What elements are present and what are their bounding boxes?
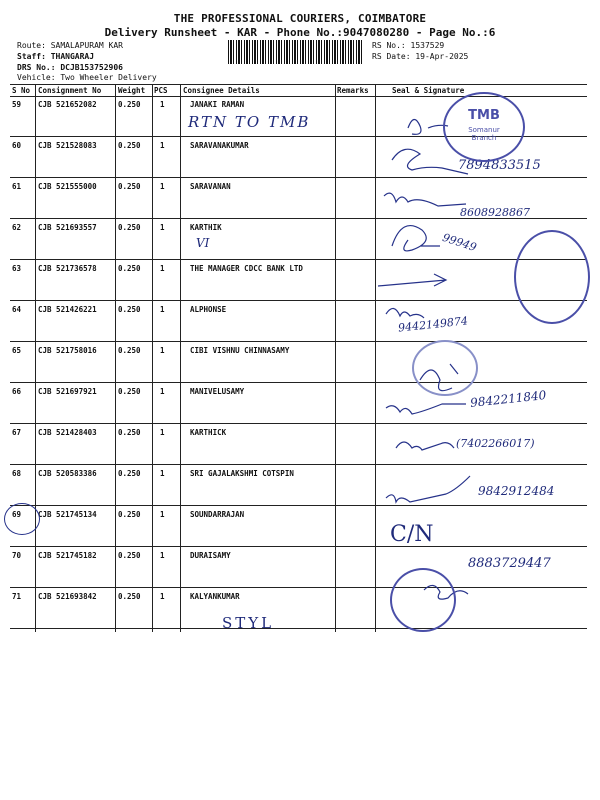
handwritten-note-row-62: VI [196,236,210,250]
row-consignment-no: CJB 521652082 [38,100,97,109]
row-consignee: JANAKI RAMAN [190,100,245,109]
row-sno: 59 [12,100,22,109]
signature-row-64 [386,308,424,318]
row-weight: 0.250 [118,592,141,601]
row-sno: 64 [12,305,22,314]
handwritten-phone-row-67: (7402266017) [456,437,535,450]
row-consignment-no: CJB 521428403 [38,428,97,437]
handwritten-phone-row-62: 99949 [440,230,479,255]
row-consignment-no: CJB 521693557 [38,223,97,232]
row-sno: 63 [12,264,22,273]
row-weight: 0.250 [118,428,141,437]
somanur-post-stamp [412,340,478,396]
row-consignment-no: CJB 521758016 [38,346,97,355]
col-header-remarks: Remarks [337,86,369,95]
row-pcs: 1 [160,223,165,232]
row-weight: 0.250 [118,223,141,232]
row-pcs: 1 [160,387,165,396]
row-weight: 0.250 [118,182,141,191]
row-sno: 62 [12,223,22,232]
row-sno: 61 [12,182,22,191]
row-consignee: KARTHICK [190,428,227,437]
row-consignee: CIBI VISHNU CHINNASAMY [190,346,290,355]
col-header-consignment: Consignment No [38,86,102,95]
signature-row-59 [408,119,448,134]
col-header-sno: S No [12,86,31,95]
row-consignee: ALPHONSE [190,305,227,314]
handwritten-note-row-59: RTN TO TMB [188,113,311,131]
row-consignee: THE MANAGER CDCC BANK LTD [190,264,303,273]
row-pcs: 1 [160,346,165,355]
row-pcs: 1 [160,182,165,191]
row-weight: 0.250 [118,346,141,355]
row-sno: 71 [12,592,22,601]
row-pcs: 1 [160,100,165,109]
row-weight: 0.250 [118,100,141,109]
handwritten-phone-row-68: 9842912484 [478,484,555,498]
row-consignee: MANIVELUSAMY [190,387,245,396]
row-pcs: 1 [160,428,165,437]
row-sno: 65 [12,346,22,355]
row-consignee: SARAVANAKUMAR [190,141,249,150]
row-sno: 66 [12,387,22,396]
row-pcs: 1 [160,305,165,314]
handwritten-phone-row-61: 8608928867 [460,206,530,219]
handwritten-mark-row-69: C/N [390,522,434,547]
cdcc-bank-stamp [514,230,590,324]
staff-label: Staff: THANGARAJ [17,52,95,61]
row-consignee: SARAVANAN [190,182,231,191]
row-sno: 69 [12,510,22,519]
row-sno: 67 [12,428,22,437]
ichipatti-stamp [390,568,456,632]
row-pcs: 1 [160,510,165,519]
rs-date: RS Date: 19-Apr-2025 [372,52,469,61]
row-sno: 60 [12,141,22,150]
runsheet-subtitle: Delivery Runsheet - KAR - Phone No.:9047080280 - Page No.:6 [104,26,496,39]
signature-row-67 [396,442,454,450]
signature-row-62 [392,226,440,251]
row-sno: 70 [12,551,22,560]
row-consignee: KARTHIK [190,223,222,232]
signature-row-66 [386,404,466,414]
row-weight: 0.250 [118,305,141,314]
handwritten-phone-row-66: 9842211840 [469,388,547,410]
row-pcs: 1 [160,592,165,601]
row-consignee: KALYANKUMAR [190,592,240,601]
row-consignment-no: CJB 521736578 [38,264,97,273]
vehicle-label: Vehicle: Two Wheeler Delivery [17,73,157,82]
row-pcs: 1 [160,264,165,273]
row-consignee: SOUNDARRAJAN [190,510,245,519]
row-pcs: 1 [160,141,165,150]
handwritten-note-row-71: STYL [222,614,275,632]
handwritten-phone-row-70: 8883729447 [468,556,551,571]
row-consignment-no: CJB 521693842 [38,592,97,601]
row-pcs: 1 [160,469,165,478]
company-title: THE PROFESSIONAL COURIERS, COIMBATORE [173,12,427,25]
col-header-weight: Weight [118,86,146,95]
col-header-pcs: PCS [154,86,168,95]
route-label: Route: SAMALAPURAM KAR [17,41,123,50]
arrow-mark-row-63 [378,274,446,286]
row-consignment-no: CJB 521745134 [38,510,97,519]
stamp-tmb-branch: Somanur Branch [468,126,500,142]
row-consignment-no: CJB 521745182 [38,551,97,560]
row-pcs: 1 [160,551,165,560]
col-header-signature: Seal & Signature [392,86,465,95]
row-consignment-no: CJB 521555000 [38,182,97,191]
tmb-bank-stamp [443,92,525,162]
row-consignment-no: CJB 521528083 [38,141,97,150]
handwritten-phone-row-64: 9442149874 [397,314,469,335]
signature-row-68 [386,476,470,502]
signature-row-61 [384,193,466,206]
row-weight: 0.250 [118,264,141,273]
handwritten-phone-row-60: 7894833515 [458,158,541,173]
row-weight: 0.250 [118,510,141,519]
row-weight: 0.250 [118,551,141,560]
row-consignment-no: CJB 521697921 [38,387,97,396]
rs-number: RS No.: 1537529 [372,41,445,50]
drs-label: DRS No.: DCJB153752906 [17,63,123,72]
row-sno: 68 [12,469,22,478]
row-consignee: DURAISAMY [190,551,231,560]
row-weight: 0.250 [118,469,141,478]
row-consignment-no: CJB 521426221 [38,305,97,314]
row-consignment-no: CJB 520583386 [38,469,97,478]
row-weight: 0.250 [118,387,141,396]
row-weight: 0.250 [118,141,141,150]
row-consignee: SRI GAJALAKSHMI COTSPIN [190,469,294,478]
col-header-consignee: Consignee Details [183,86,260,95]
stamp-tmb-name: TMB [468,108,500,123]
